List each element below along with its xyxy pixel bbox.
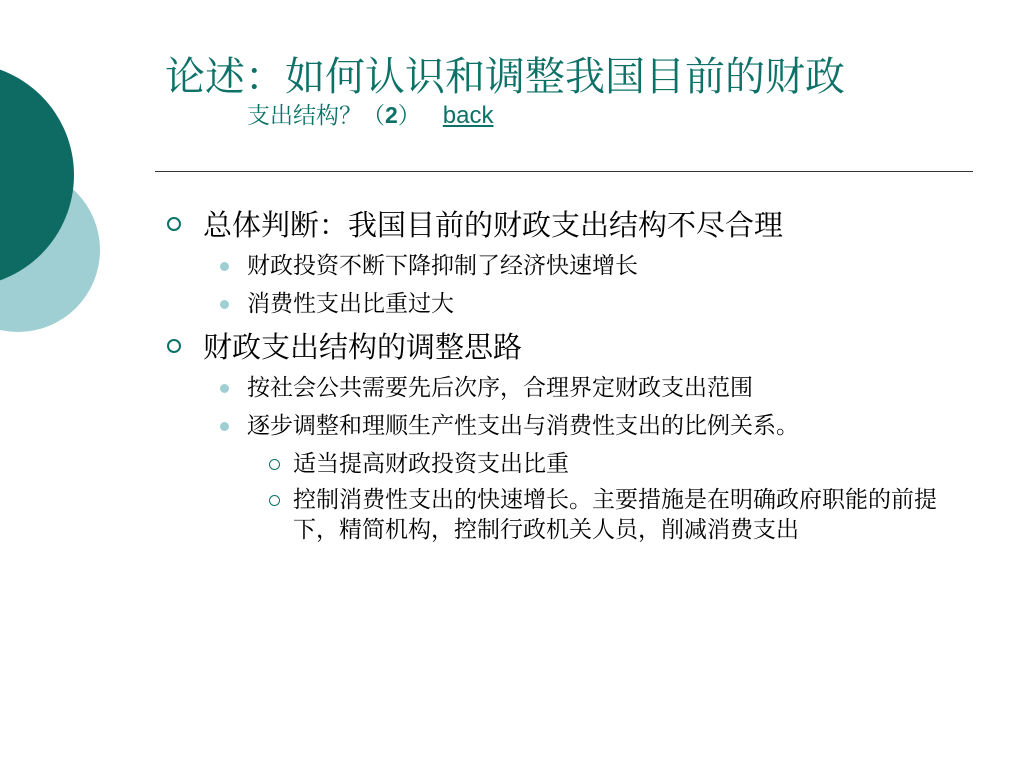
bullet-item-adjustment (165, 327, 965, 367)
title-line2 (165, 100, 965, 131)
sub-bullet-text: 逐步调整和理顺生产性支出与消费性支出的比例关系。 (247, 413, 799, 439)
sub-bullet-text: 按社会公共需要先后次序，合理界定财政支出范围 (247, 375, 753, 401)
dot-bullet-icon (220, 422, 229, 431)
bullet-item-overall-judgment (165, 205, 965, 245)
sub-sub-bullet-text: 控制消费性支出的快速增长。主要措施是在明确政府职能的前提下，精简机构，控制行政机关人员，削减消费支出 (293, 487, 937, 543)
small-hollow-circle-bullet-icon (269, 459, 280, 470)
sub-bullet-scope (165, 373, 965, 403)
dot-bullet-icon (220, 300, 229, 309)
title-line2-prefix: 支出结构？（ (247, 103, 385, 129)
hollow-circle-bullet-icon (167, 217, 181, 231)
title-line2-suffix: ） (397, 103, 421, 129)
bullet-text: 总体判断：我国目前的财政支出结构不尽合理 (203, 208, 784, 242)
title-number: 2 (385, 102, 398, 128)
slide-title (165, 54, 965, 139)
back-link[interactable]: back (442, 102, 494, 129)
sub-bullet-investment (165, 251, 965, 281)
sub-sub-bullet-control-consumption (165, 485, 965, 545)
sub-sub-bullet-text: 适当提高财政投资支出比重 (293, 451, 569, 477)
small-hollow-circle-bullet-icon (269, 495, 280, 506)
hollow-circle-bullet-icon (167, 339, 181, 353)
title-line1: 论述：如何认识和调整我国目前的财政 (165, 54, 845, 100)
bullet-list (165, 205, 965, 551)
dot-bullet-icon (220, 384, 229, 393)
decorative-circles (0, 0, 110, 400)
dot-bullet-icon (220, 262, 229, 271)
sub-bullet-text: 消费性支出比重过大 (247, 291, 454, 317)
sub-bullet-consumption (165, 289, 965, 319)
bullet-text: 财政支出结构的调整思路 (203, 330, 523, 364)
title-divider (155, 171, 973, 172)
sub-bullet-text: 财政投资不断下降抑制了经济快速增长 (247, 253, 638, 279)
sub-bullet-ratio (165, 411, 965, 441)
sub-sub-bullet-raise-investment (165, 449, 965, 479)
